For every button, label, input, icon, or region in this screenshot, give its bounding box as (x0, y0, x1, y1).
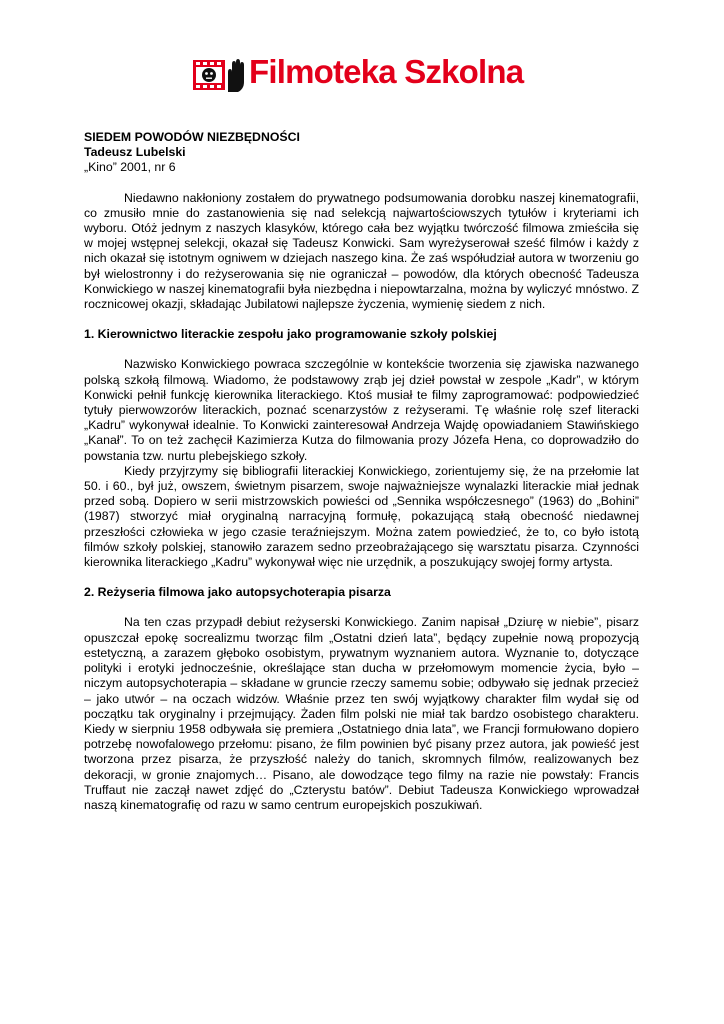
section1-paragraph-2: Kiedy przyjrzymy się bibliografii literackiej Konwickiego, zorientujemy się, że na przełomie lat 50. i 60., był już, owszem, świetnym pisarzem, swoje najważniejsze wynalazki literackie miał jednak przed sobą. Dopiero w serii mistrzowskich powieści od „Sennika współczesnego” (1963) do „Bohini” (1987) stworzyć miał oryginalną narracyjną formułę, pokazującą stałą obecność niedawnej przeszłości człowieka w jego czasie teraźniejszym. Można zatem powiedzieć, że to, co było istotą filmów szkoły polskiej, stanowiło zarazem sedno przeobrażającego się warsztatu pisarza. Czynności kierownika literackiego „Kadru” wykonywał więc nie urzędnik, a poszukujący swojej formy artysta. (84, 463, 639, 570)
article-source: „Kino” 2001, nr 6 (84, 160, 176, 175)
section2-heading-number: 2 (84, 585, 91, 600)
section1-heading: 1. Kierownictwo literackie zespołu jako programowanie szkoły polskiej (84, 327, 497, 342)
intro-paragraph: Niedawno nakłoniony zostałem do prywatnego podsumowania dorobku naszej kinematografii, co zmusiło mnie do zastanowienia się nad selekcją najwartościowszych tytułów i kryteriami ich wyboru. Otóż jednym z naszych klasyków, którego cała bez wyjątku twórczość filmowa zmieściła się w mojej wstępnej selekcji, okazał się Tadeusz Konwicki. Sam wyreżyserował sześć filmów i każdy z nich okazał się istotnym ogniwem w dziejach naszego kina. Że zaś współudział autora w tworzeniu go był wielostronny i do reżyserowania się nie ograniczał – powodów, dla których obecność Tadeusza Konwickiego w naszej kinematografii była niezbędna i niepowtarzalna, można by wyliczyć mnóstwo. Z rocznicowej okazji, składając Jubilatowi najlepsze życzenia, wymienię siedem z nich. (84, 190, 639, 312)
section2-heading-text: . Reżyseria filmowa jako autopsychoterapia pisarza (90, 585, 391, 600)
section1-paragraph-1: Nazwisko Konwickiego powraca szczególnie w kontekście tworzenia się zjawiska nazwanego polską szkołą filmową. Wiadomo, że podstawowy zrąb jej dzieł powstał w zespole „Kadr”, w którym Konwicki pełnił funkcję kierownika literackiego. Ktoś musiał te filmy zaprogramować: podpowiedzieć tytuły pierwowzorów literackich, poznać scenarzystów z reżyserami. Tę właśnie rolę szef literacki „Kadru” wykonywał idealnie. To Konwicki zainteresował Andrzeja Wajdę opowiadaniem Stawińskiego „Kanał”. To on też zachęcił Kazimierza Kutza do filmowania prozy Józefa Hena, co doprowadziło do powstania tzw. nurtu plebejskiego szkoły. (84, 357, 639, 463)
article-author: Tadeusz Lubelski (84, 145, 186, 160)
brand-name: Filmoteka Szkolna (249, 53, 524, 90)
filmoteka-logo-icon (193, 56, 247, 94)
section2-paragraph-1: Na ten czas przypadł debiut reżyserski Konwickiego. Zanim napisał „Dziurę w niebie”, pisarz opuszczał epokę socrealizmu tworząc film „Ostatni dzień lata”, będący zupełnie nową propozycją estetyczną, a zarazem głęboko osobistym, prywatnym wyznaniem autora. Wyznanie to, dotyczące polityki i erotyki jednocześnie, określające stan ducha w przełomowym momencie życia, było – niczym autopsychoterapia – składane w gruncie rzeczy samemu sobie; odbywało się jednak przecież – jako utwór – na oczach widzów. Właśnie przez ten swój wyjątkowy charakter film wydał się od początku tak oryginalny i przejmujący. Żaden film polski nie miał tak bardzo osobistego charakteru. Kiedy w sierpniu 1958 odbywała się premiera „Ostatniego dnia lata”, we Francji formułowano dopiero potrzebę nowofalowego przełomu: pisano, że film powinien być pisany przez autora, jak powieść jest tworzona przez pisarza, że przyszłość należy do tanich, skromnych filmów, realizowanych bez dekoracji, w gronie znajomych… Pisano, ale dowodzące tego filmy na razie nie powstały: Francis Truffaut nie zaczął nawet zdjęć do „Czterystu batów”. Debiut Tadeusza Konwickiego wprowadzał naszą kinematografię od razu w samo centrum europejskich poszukiwań. (84, 615, 639, 812)
section2-heading (84, 585, 639, 600)
filmoteka-logo (193, 53, 533, 96)
article (84, 130, 639, 813)
article-title: SIEDEM POWODÓW NIEZBĘDNOŚCI (84, 130, 300, 144)
